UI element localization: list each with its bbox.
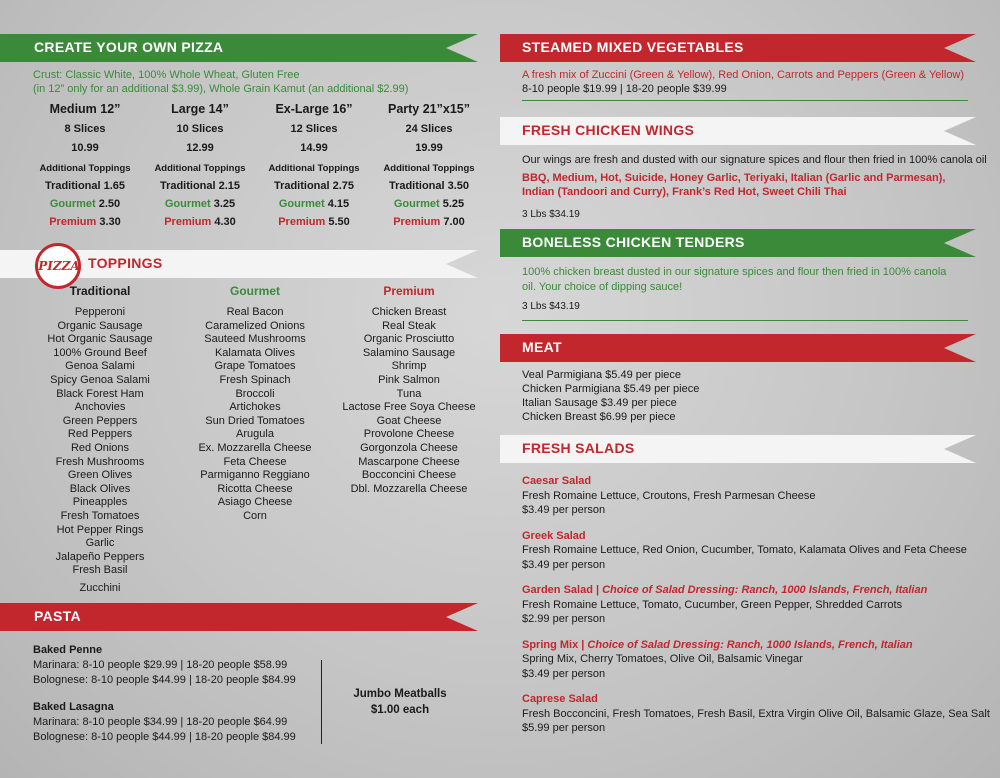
vegetables-desc: A fresh mix of Zuccini (Green & Yellow), Red Onion, Carrots and Peppers (Green & Yellow)	[522, 69, 965, 81]
salad-title: Spring Mix |	[522, 638, 588, 651]
topping-item: Green Olives	[67, 469, 133, 482]
banner-pasta	[0, 603, 478, 631]
topping-item: Green Peppers	[62, 414, 138, 427]
topping-item: Caramelized Onions	[205, 319, 305, 332]
topping-item: Jalapeño Peppers	[55, 550, 145, 563]
meat-item: Veal Parmigiana $5.49 per piece	[522, 369, 681, 381]
banner-meat	[500, 334, 976, 362]
size-price: 19.99	[415, 142, 443, 154]
tenders-info	[522, 265, 946, 312]
salad-price: $2.99 per person	[522, 613, 606, 625]
salad-title: Caesar Salad	[522, 475, 592, 487]
size-name: Large 14”	[171, 102, 229, 116]
banner-salads	[500, 435, 976, 463]
salad-dressing: Choice of Salad Dressing: Ranch, 1000 Islands, French, Italian	[602, 584, 928, 596]
topping-item: Salamino Sausage	[362, 346, 456, 359]
topping-item: Real Bacon	[226, 306, 284, 318]
traditional-toppings-list	[30, 306, 170, 578]
pasta-title: Baked Penne	[33, 644, 103, 656]
pasta-price: Bolognese: 8-10 people $44.99 | 18-20 people $84.99	[33, 674, 296, 686]
additional-toppings-label: Additional Toppings	[268, 163, 360, 174]
premium-price: 3.30	[99, 216, 121, 228]
size-column	[30, 102, 140, 228]
topping-item: Fresh Mushrooms	[55, 455, 145, 468]
meatballs-title: Jumbo Meatballs	[353, 688, 447, 700]
salad-price: $3.49 per person	[522, 667, 606, 680]
topping-item: 100% Ground Beef	[53, 346, 147, 359]
topping-item: Tuna	[396, 387, 422, 400]
topping-item: Dbl. Mozzarella Cheese	[350, 482, 468, 495]
topping-item: Artichokes	[229, 401, 281, 414]
gourmet-toppings-list	[185, 306, 325, 524]
topping-item: Zucchini	[79, 581, 121, 594]
meat-item: Chicken Parmigiana $5.49 per piece	[522, 383, 700, 395]
traditional-price: Traditional 1.65	[44, 180, 126, 192]
topping-item: Fresh Basil	[72, 564, 128, 577]
premium-label: Premium	[49, 216, 97, 228]
traditional-price: Traditional 2.15	[159, 180, 241, 192]
premium-price: 7.00	[443, 216, 465, 228]
gourmet-label: Gourmet	[393, 198, 440, 210]
topping-item: Red Onions	[70, 441, 130, 454]
additional-toppings-label: Additional Toppings	[383, 163, 475, 174]
size-slices: 12 Slices	[290, 123, 338, 135]
topping-item: Goat Cheese	[376, 414, 442, 427]
topping-item: Ricotta Cheese	[217, 482, 293, 495]
gourmet-header: Gourmet	[229, 284, 280, 298]
tenders-desc: oil. Your choice of dipping sauce!	[522, 281, 683, 293]
topping-item: Ex. Mozzarella Cheese	[198, 441, 312, 454]
pasta-price: Marinara: 8-10 people $34.99 | 18-20 people $64.99	[33, 716, 288, 728]
banner-tenders	[500, 229, 976, 257]
meat-list	[522, 368, 699, 424]
banner-create-pizza	[0, 34, 478, 62]
banner-vegetables	[500, 34, 976, 62]
gourmet-price: 3.25	[213, 198, 236, 210]
salad-price: $5.99 per person	[522, 722, 606, 734]
topping-item: Lactose Free Soya Cheese	[342, 401, 476, 414]
size-column	[373, 102, 485, 228]
size-price: 10.99	[71, 142, 99, 154]
size-slices: 8 Slices	[64, 123, 106, 135]
salad-desc: Fresh Bocconcini, Fresh Tomatoes, Fresh Basil, Extra Virgin Olive Oil, Balsamic Glaze, Sea Salt	[522, 707, 990, 720]
size-name: Medium 12”	[49, 102, 121, 116]
additional-toppings-label: Additional Toppings	[154, 163, 246, 174]
salad-desc: Fresh Romaine Lettuce, Red Onion, Cucumber, Tomato, Kalamata Olives and Feta Cheese	[522, 544, 967, 556]
topping-item: Shrimp	[391, 360, 427, 373]
topping-item: Black Olives	[69, 482, 131, 495]
topping-item: Garlic	[85, 537, 115, 550]
divider	[321, 660, 322, 744]
salad-title: Caprese Salad	[522, 693, 598, 705]
section-title: STEAMED MIXED VEGETABLES	[522, 39, 744, 55]
pizza-logo-icon	[35, 243, 81, 289]
topping-item: Real Steak	[382, 319, 436, 332]
salad-desc: Fresh Romaine Lettuce, Croutons, Fresh Parmesan Cheese	[522, 489, 816, 502]
topping-item: Arugula	[236, 428, 274, 441]
salad-price: $3.49 per person	[522, 504, 606, 516]
size-slices: 10 Slices	[176, 123, 224, 135]
topping-item: Feta Cheese	[223, 455, 287, 468]
banner-shape	[500, 334, 976, 362]
pasta-price: Marinara: 8-10 people $29.99 | 18-20 people $58.99	[33, 659, 288, 671]
crust-line: (in 12” only for an additional $3.99), Whole Grain Kamut (an additional $2.99)	[33, 83, 409, 95]
size-slices: 24 Slices	[405, 123, 453, 135]
salad-dressing: Choice of Salad Dressing: Ranch, 1000 Islands, French, Italian	[587, 638, 913, 651]
wings-info	[522, 153, 987, 220]
salad-title: Greek Salad	[522, 529, 586, 542]
topping-item: Fresh Spinach	[219, 373, 291, 386]
pasta-price: Bolognese: 8-10 people $44.99 | 18-20 people $84.99	[33, 731, 296, 743]
gourmet-price: 4.15	[327, 198, 350, 210]
topping-item: Grape Tomatoes	[214, 360, 296, 373]
logo-text: PIZZA	[38, 259, 80, 273]
gourmet-price: 5.25	[442, 198, 465, 210]
salad-price: $3.49 per person	[522, 558, 606, 571]
topping-item: Sauteed Mushrooms	[204, 333, 306, 346]
wings-desc: Our wings are fresh and dusted with our signature spices and flour then fried in 100% canola oil	[522, 154, 987, 166]
size-price: 14.99	[300, 142, 328, 154]
section-title: MEAT	[522, 339, 562, 355]
premium-price: 4.30	[214, 216, 236, 228]
topping-item: Mascarpone Cheese	[358, 455, 460, 468]
premium-header: Premium	[383, 284, 435, 298]
meatballs	[345, 686, 455, 718]
meat-item: Chicken Breast $6.99 per piece	[522, 411, 676, 423]
crust-options	[33, 68, 408, 96]
topping-item: Provolone Cheese	[363, 428, 455, 441]
crust-line: Crust: Classic White, 100% Whole Wheat, Gluten Free	[33, 69, 300, 81]
topping-item: Broccoli	[235, 387, 275, 400]
topping-item: Chicken Breast	[371, 306, 447, 318]
additional-toppings-label: Additional Toppings	[39, 163, 131, 174]
topping-item: Pineapples	[72, 496, 128, 509]
wings-price: 3 Lbs $34.19	[522, 209, 580, 220]
topping-item: Parmiganno Reggiano	[200, 469, 310, 482]
traditional-header: Traditional	[69, 284, 131, 298]
salad-title: Garden Salad |	[522, 584, 603, 596]
section-title: FRESH SALADS	[522, 440, 635, 456]
topping-item: Gorgonzola Cheese	[360, 441, 458, 454]
topping-item: Red Peppers	[67, 428, 133, 441]
gourmet-price: 2.50	[98, 198, 121, 210]
vegetables-price: 8-10 people $19.99 | 18-20 people $39.99	[522, 83, 727, 95]
traditional-price: Traditional 2.75	[273, 180, 355, 192]
topping-item: Kalamata Olives	[214, 346, 296, 359]
section-title: FRESH CHICKEN WINGS	[522, 122, 695, 138]
banner-wings	[500, 117, 976, 145]
premium-label: Premium	[278, 216, 326, 228]
pasta-list	[33, 643, 296, 745]
topping-item: Corn	[243, 509, 267, 522]
meat-item: Italian Sausage $3.49 per piece	[522, 397, 677, 409]
wings-flavours: Indian (Tandoori and Curry), Frank’s Red Hot, Sweet Chili Thai	[522, 186, 847, 198]
gourmet-label: Gourmet	[164, 198, 211, 210]
premium-toppings-list	[339, 306, 479, 496]
meatballs-price: $1.00 each	[370, 704, 430, 716]
size-price: 12.99	[186, 142, 214, 154]
tenders-desc: 100% chicken breast dusted in our signature spices and flour then fried in 100% canola	[522, 266, 947, 278]
size-column	[259, 102, 369, 228]
salad-desc: Fresh Romaine Lettuce, Tomato, Cucumber, Green Pepper, Shredded Carrots	[522, 598, 903, 611]
topping-item: Black Forest Ham	[56, 387, 144, 400]
salads-list	[522, 474, 990, 736]
topping-item: Sun Dried Tomatoes	[205, 414, 305, 427]
section-title: TOPPINGS	[88, 255, 163, 271]
vegetables-info	[522, 68, 964, 96]
tenders-price: 3 Lbs $43.19	[522, 301, 580, 312]
salad-desc: Spring Mix, Cherry Tomatoes, Olive Oil, Balsamic Vinegar	[522, 653, 803, 665]
topping-item: Hot Pepper Rings	[56, 523, 144, 536]
topping-item: Organic Prosciutto	[363, 333, 455, 346]
size-name: Ex-Large 16”	[275, 102, 353, 116]
divider	[522, 320, 968, 321]
gourmet-label: Gourmet	[49, 198, 96, 210]
topping-item: Hot Organic Sausage	[47, 333, 153, 346]
traditional-price: Traditional 3.50	[388, 180, 470, 192]
section-title: PASTA	[34, 608, 81, 624]
topping-item: Spicy Genoa Salami	[50, 373, 150, 386]
size-column	[145, 102, 255, 228]
size-name: Party 21”x15”	[387, 102, 470, 116]
topping-item: Fresh Tomatoes	[60, 509, 140, 522]
topping-item: Pepperoni	[74, 306, 126, 318]
premium-price: 5.50	[328, 216, 350, 228]
topping-item: Asiago Cheese	[217, 496, 293, 509]
premium-label: Premium	[393, 216, 441, 228]
section-title: CREATE YOUR OWN PIZZA	[34, 39, 224, 55]
premium-label: Premium	[164, 216, 212, 228]
topping-item: Pink Salmon	[378, 373, 440, 386]
divider	[522, 100, 968, 101]
topping-item: Genoa Salami	[65, 360, 135, 373]
topping-item: Bocconcini Cheese	[361, 469, 457, 482]
pasta-title: Baked Lasagna	[33, 701, 114, 713]
wings-flavours: BBQ, Medium, Hot, Suicide, Honey Garlic, Teriyaki, Italian (Garlic and Parmesan),	[522, 172, 946, 184]
section-title: BONELESS CHICKEN TENDERS	[522, 234, 745, 250]
gourmet-label: Gourmet	[278, 198, 325, 210]
topping-item: Anchovies	[74, 401, 126, 414]
topping-item: Organic Sausage	[57, 319, 143, 332]
